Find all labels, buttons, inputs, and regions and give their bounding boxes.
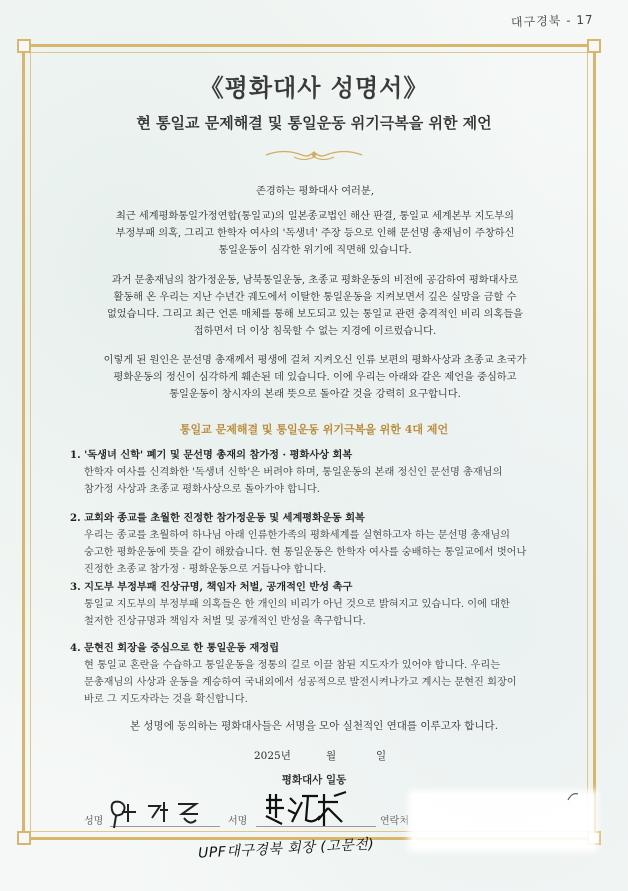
handwritten-signature-icon [262,790,352,830]
proposal-body-line: 문총재님의 사상과 운동을 계승하여 국내외에서 성공적으로 발전시켜나가고 계시는 문현진 회장이 [84,677,517,688]
border-corner-ornament [17,39,31,53]
proposal-body-line: 진정한 초종교 참가정 · 평화운동으로 거듭나야 합니다. [84,564,327,575]
proposals-section-title: 통일교 문제해결 및 통일운동 위기극복을 위한 4대 제언 [179,423,449,436]
proposal-heading: 1. '독생녀 신학' 폐기 및 문선명 총재의 참가정 · 평화사상 회복 [70,449,353,461]
proposal-body-line: 한학자 여사를 신격화한 '독생녀 신학'은 버려야 하며, 통일운동의 본래 정신인 문선명 총재님의 [84,467,503,478]
proposal-heading: 4. 문현진 회장을 중심으로 한 통일운동 재정립 [70,642,280,654]
closing-statement: 본 성명에 동의하는 평화대사들은 서명을 모아 실천적인 연대를 이루고자 합니다. [129,720,499,732]
paragraph-line: 접하면서 더 이상 침묵할 수 없는 지경에 이르렀습니다. [193,326,437,337]
handwritten-affiliation: UPF대구경북 회장 (고문전) [197,836,375,862]
border-corner-ornament [17,831,31,845]
proposal-body-line: 통일교 지도부의 부정부패 의혹들은 한 개인의 비리가 아닌 것으로 밝혀지고 있습니다. 이에 대한 [84,599,510,610]
handwritten-name-icon [104,796,214,832]
date-year: 2025년 [254,750,291,762]
paragraph-line: 없었습니다. 그리고 최근 언론 매체를 통해 보도되고 있는 통일교 관련 충격적인 비리 의혹들을 [106,309,524,320]
ink-mark-icon [566,790,580,802]
proposal-4 [70,640,574,708]
paragraph-line: 과거 문총재님의 참가정운동, 남북통일운동, 초종교 평화운동의 비전에 공감하여 평화대사로 [111,275,519,286]
sign-label: 서명 [228,816,248,827]
proposal-heading: 3. 지도부 부정부패 진상규명, 책임자 처벌, 공개적인 반성 촉구 [70,581,353,593]
proposal-body-line: 현 통일교 혼란을 수습하고 통일운동을 정통의 길로 이끌 참된 지도자가 있어야 합니다. 우리는 [84,660,501,671]
greeting: 존경하는 평화대사 여러분, [256,186,374,197]
paragraph-1 [60,208,570,259]
proposal-body-line: 숭고한 평화운동에 뜻을 같이 해왔습니다. 현 통일운동은 한학자 여사를 숭배하는 통일교에서 벗어나 [84,547,527,558]
gold-border-inner [30,52,588,832]
paragraph-2 [60,272,570,340]
proposal-body-line: 참가정 사상과 초종교 평화사상으로 돌아가야 합니다. [84,484,320,495]
paragraph-line: 통일운동이 창시자의 본래 뜻으로 돌아갈 것을 강력히 요구합니다. [169,389,461,400]
proposal-body-line: 철저한 진상규명과 책임자 처벌 및 공개적인 반성을 촉구합니다. [84,616,366,627]
handwritten-note: 대구경북 - 17 [511,12,595,30]
divider-ornament-icon [264,146,364,164]
document-title: 《평화대사 성명서》 [199,73,429,102]
paragraph-line: 평화운동의 정신이 심각하게 훼손된 데 있습니다. 이에 우리는 아래와 같은 제언을 중심하고 [113,372,517,383]
signer-line: 평화대사 일동 [281,774,347,786]
date-month: 월 [326,750,337,762]
proposal-body-line: 바로 그 지도자라는 것을 확신합니다. [84,694,248,705]
date-day: 일 [376,750,387,762]
paragraph-line: 통일운동이 심각한 위기에 직면해 있습니다. [218,245,412,256]
paragraph-line: 활동해 온 우리는 지난 수년간 궤도에서 이탈한 통일운동을 지켜보면서 깊은 실망을 금할 수 [113,292,517,303]
border-corner-ornament [587,39,601,53]
redacted-contact [412,794,594,848]
proposal-3 [70,579,574,630]
proposal-2 [70,510,574,578]
name-label: 성명 [84,816,104,827]
paragraph-line: 이렇게 된 원인은 문선명 총재께서 평생에 걸쳐 지켜오신 인류 보편의 평화사상과 초종교 초국가 [103,355,527,366]
document-subtitle: 현 통일교 문제해결 및 통일운동 위기극복을 위한 제언 [136,114,492,132]
paragraph-line: 최근 세계평화통일가정연합(통일교)의 일본종교법인 해산 판결, 통일교 세계본부 지도부의 [116,211,514,222]
paragraph-3 [60,352,570,403]
proposal-body-line: 우리는 종교를 초월하여 하나님 아래 인류한가족의 평화세계를 실현하고자 하는 문선명 총재님의 [84,530,511,541]
proposal-1 [70,447,574,498]
paragraph-line: 부정부패 의혹, 그리고 한학자 여사의 '독생녀' 주장 등으로 인해 문선명 총재님이 주창하신 [115,228,515,239]
contact-label: 연락처 [380,816,409,827]
proposal-heading: 2. 교회와 종교를 초월한 진정한 참가정운동 및 세계평화운동 회복 [70,512,365,524]
